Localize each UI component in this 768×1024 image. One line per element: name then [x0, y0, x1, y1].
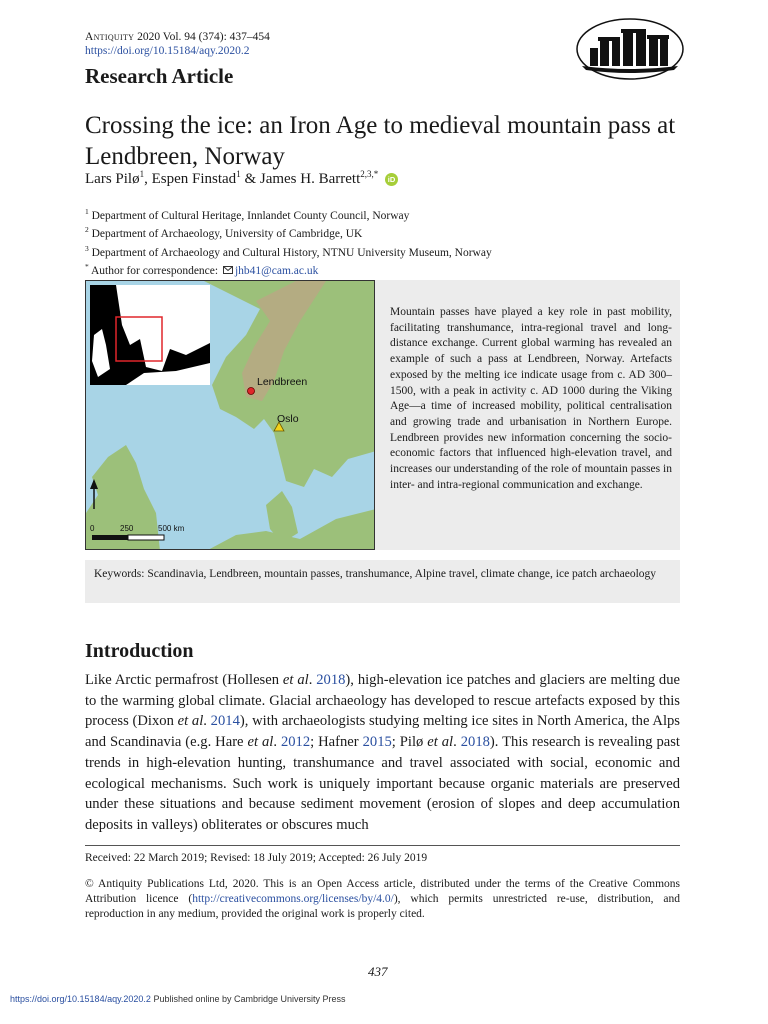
affiliation-3: $^3$ Department of Archaeology and Cultural History, NTNU University Museum, Norway [85, 243, 492, 259]
licence-statement: © Antiquity Publications Ltd, 2020. This is an Open Access article, distributed under the terms of the Creative Commons Attribution licence (http://creativecommons.org/licenses/by/4.0/), which permits unrestricted re-use, distribution, and reproduction in any medium, provided the original work is properly cited. [85, 878, 680, 920]
svg-text:0: 0 [90, 524, 95, 533]
introduction-paragraph [85, 670, 680, 836]
correspondence: * Author for correspondence: jhb41@cam.ac.uk [85, 261, 319, 277]
paragraph-text: . [203, 713, 211, 730]
affiliations [85, 205, 492, 278]
article-type: Research Article [85, 64, 234, 88]
stonehenge-logo [576, 18, 684, 80]
affiliation-1: $^1$ Department of Cultural Heritage, Innlandet County Council, Norway [85, 207, 410, 222]
paragraph-text: ), high-elevation ice patches and glaciers are melting due to the warming global climate. Glacial archaeology has developed to rescue artefacts exposed by this process (Dixon [85, 672, 681, 730]
paragraph-text: Like Arctic permafrost (Hollesen [85, 672, 283, 688]
keywords [94, 567, 674, 583]
author-1: Lars Pilø$^1$, [85, 169, 152, 187]
author-list [85, 169, 398, 188]
paragraph-text: . [273, 734, 281, 751]
journal-name: Antiquity [85, 31, 135, 43]
paragraph-text: ; Pilø [391, 734, 428, 751]
page-number: 437 [368, 964, 388, 979]
envelope-icon [223, 266, 233, 274]
paragraph-text: . [453, 734, 461, 751]
map-graphic [86, 281, 375, 550]
svg-text:500 km: 500 km [158, 524, 185, 533]
paragraph-text: ), with archaeologists studying melting ice sites in North America, the Alps and Scandinavia (e.g. Hare [85, 713, 680, 751]
citation-link[interactable]: 2014 [210, 713, 240, 730]
correspondence-email[interactable]: jhb41@cam.ac.uk [234, 264, 319, 277]
footnote-divider [85, 845, 680, 846]
page-footer [10, 994, 346, 1004]
abstract-text: Mountain passes have played a key role in past mobility, facilitating transhumance, intra-regional travel and long-distance exchange. Current global warming has revealed an example of such a pass at Lendbreen, Norway. Artefacts exposed by the melting ice indicate usage from c. AD 300–1500, with a peak in activity c. AD 1000 during the Viking Age—a time of increased mobility, political centralisation and growing trade and urbanisation in Northern Europe. Lendbreen provides new information concerning the socio-economic factors that influenced high-elevation travel, and increases our understanding of the role of mountain passes in inter- and intra-regional communication and exchange. [390, 306, 672, 491]
author-3: James H. Barrett$^{2,3,*}$ [259, 169, 379, 187]
paragraph-text: . [308, 672, 317, 688]
citation-link[interactable]: 2018 [316, 672, 346, 688]
citation-link[interactable]: 2012 [280, 734, 311, 751]
paragraph-text: ; Hafner [310, 734, 363, 751]
citation-link[interactable]: 2015 [362, 734, 392, 751]
keywords-label: Keywords: [94, 568, 145, 580]
svg-text:Lendbreen: Lendbreen [257, 376, 308, 388]
section-heading-introduction: Introduction [85, 640, 194, 662]
keywords-text: Scandinavia, Lendbreen, mountain passes, transhumance, Alpine travel, climate change, ice patch archaeology [147, 568, 657, 580]
et-al-text: et al [247, 734, 274, 751]
svg-text:Oslo: Oslo [277, 413, 299, 425]
location-map [85, 280, 375, 550]
footer-publisher: Published online by Cambridge University Press [153, 994, 346, 1004]
paragraph-text: ). This research is revealing past trends in high-elevation hunting, transhumance and travel associated with social, economic and ecological mechanisms. Such work is uniquely important because organic materials are preserved under these situations and because sediment movement (erosion of slopes and deep accumulation deposits in valleys) obliterates or obscures much [85, 734, 680, 833]
et-al-text: et al [282, 672, 309, 688]
author-2: Espen Finstad$^1$ & [151, 169, 260, 187]
map-inset [90, 285, 210, 385]
doi-link[interactable]: https://doi.org/10.15184/aqy.2020.2 [85, 45, 250, 57]
et-al-text: et al [427, 734, 454, 751]
received-dates: Received: 22 March 2019; Revised: 18 July 2019; Accepted: 26 July 2019 [85, 852, 428, 864]
et-al-text: et al [177, 713, 204, 730]
affiliation-2: $^2$ Department of Archaeology, University of Cambridge, UK [85, 225, 363, 241]
licence-link[interactable]: http://creativecommons.org/licenses/by/4.0/ [192, 893, 394, 905]
svg-text:250: 250 [120, 524, 134, 533]
journal-volume: 2020 Vol. 94 (374): 437–454 [137, 31, 270, 43]
article-title: Crossing the ice: an Iron Age to medieval mountain pass at Lendbreen, Norway [85, 112, 676, 170]
footer-doi-link[interactable]: https://doi.org/10.15184/aqy.2020.2 [10, 994, 151, 1004]
citation-link[interactable]: 2018 [460, 734, 490, 751]
orcid-icon[interactable]: iD [385, 173, 398, 186]
journal-citation [85, 30, 270, 45]
